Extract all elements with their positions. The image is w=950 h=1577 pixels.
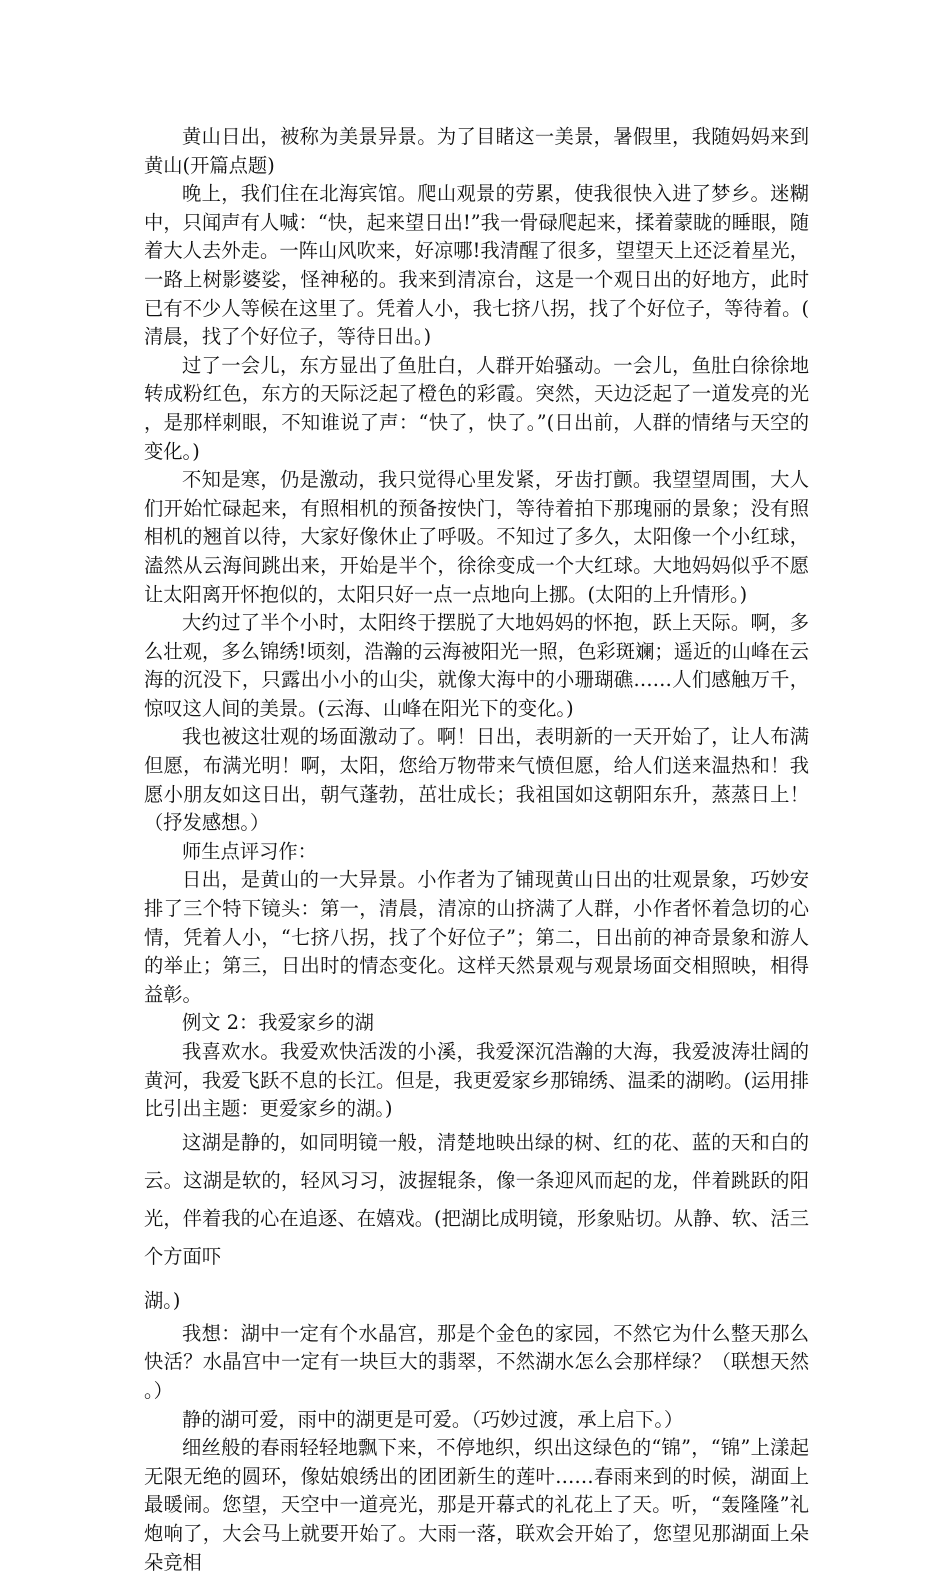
paragraph-transition: 静的湖可爱，雨中的湖更是可爱。（巧妙过渡，承上启下。） [182,1407,684,1431]
review-heading: 师生点评习作： [182,839,317,863]
paragraph-lake-calm [144,1124,809,1320]
paragraph-spring-rain: 细丝般的春雨轻轻地飘下来，不停地织，织出这绿色的“锦”，“锦”上漾起无限无绝的圆环，像姑娘绣出的团团新生的莲叶……春雨来到的时候，湖面上最暖闹。您望，天空中一道亮光，那是开幕式的礼花上了天。听，“轰隆隆”礼炮响了，大会马上就要开始了。大雨一落，联欢会开始了，您望见那湖面上朵朵竞相 [144,1436,809,1574]
paragraph-dawn: 过了一会儿，东方显出了鱼肚白，人群开始骚动。一会儿，鱼肚白徐徐地转成粉红色，东方的天际泛起了橙色的彩霞。突然，天边泛起了一道发亮的光，是那样刺眼，不知谁说了声：“快了，快了。”(日出前，人群的情绪与天空的变化。) [144,353,809,463]
paragraph-sea-of-clouds: 大约过了半个小时，太阳终于摆脱了大地妈妈的怀抱，跃上天际。啊，多么壮观，多么锦绣!顷刻，浩瀚的云海被阳光一照，色彩斑斓；遥近的山峰在云海的沉没下，只露出小小的山尖，就像大海中的小珊瑚礁……人们感触万千，惊叹这人间的美景。(云海、山峰在阳光下的变化。) [144,611,809,720]
document-page [144,123,809,1577]
paragraph-love-water: 我喜欢水。我爱欢快活泼的小溪，我爱深沉浩瀚的大海，我爱波涛壮阔的黄河，我爱飞跃不息的长江。但是，我更爱家乡那锦绣、温柔的湖哟。(运用排比引出主题：更爱家乡的湖。) [144,1040,809,1121]
paragraph-feelings: 我也被这壮观的场面激动了。啊！日出，表明新的一天开始了，让人布满但愿，布满光明！啊，太阳，您给万物带来气愤但愿，给人们送来温热和！我愿小朋友如这日出，朝气蓬勃，茁壮成长；我祖国如这朝阳东升，蒸蒸日上！（抒发感想。） [144,725,809,835]
paragraph-intro: 黄山日出，被称为美景异景。为了目睹这一美景，暑假里，我随妈妈来到黄山(开篇点题) [144,125,809,177]
paragraph-lake-calm-tail: 湖。) [144,1288,181,1312]
paragraph-evening: 晚上，我们住在北海宾馆。爬山观景的劳累，使我很快入进了梦乡。迷糊中，只闻声有人喊：“快，起来望日出!”我一骨碌爬起来，揉着蒙眬的睡眼，随着大人去外走。一阵山风吹来，好凉哪!我清醒了很多，望望天上还泛着星光，一路上树影婆娑，怪神秘的。我来到清凉台，这是一个观日出的好地方，此时已有不少人等候在这里了。凭着人小，我七挤八拐，找了个好位子，等待着。(清晨，找了个好位子，等待日出。) [144,182,809,349]
example-2-title: 例文 2：我爱家乡的湖 [182,1011,374,1035]
paragraph-lake-calm-text: 这湖是静的，如同明镜一般，清楚地映出绿的树、红的花、蓝的天和白的云。这湖是软的，轻风习习，波握辊条，像一条迎风而起的龙，伴着跳跃的阳光，伴着我的心在追逐、在嬉戏。(把湖比成明镜，形象贴切。从静、软、活三个方面吓 [144,1130,809,1268]
paragraph-sunrise: 不知是寒，仍是激动，我只觉得心里发紧，牙齿打颤。我望望周围，大人们开始忙碌起来，有照相机的预备按快门，等待着拍下那瑰丽的景象；没有照相机的翘首以待，大家好像休止了呼吸。不知过了多久，太阳像一个小红球，溘然从云海间跳出来，开始是半个，徐徐变成一个大红球。大地妈妈似乎不愿让太阳离开怀抱似的，太阳只好一点一点地向上挪。(太阳的上升情形。) [144,468,809,606]
paragraph-review: 日出，是黄山的一大异景。小作者为了铺现黄山日出的壮观景象，巧妙安排了三个特下镜头：第一，清晨，清凉的山挤满了人群，小作者怀着急切的心情，凭着人小，“七挤八拐，找了个好位子”；第二，日出前的神奇景象和游人的举止；第三，日出时的情态变化。这样天然景观与观景场面交相照映，相得益彰。 [144,868,809,1006]
paragraph-crystal-palace: 我想：湖中一定有个水晶宫，那是个金色的家园，不然它为什么整天那么快活？水晶宫中一定有一块巨大的翡翠，不然湖水怎么会那样绿？（联想天然。） [144,1321,809,1402]
